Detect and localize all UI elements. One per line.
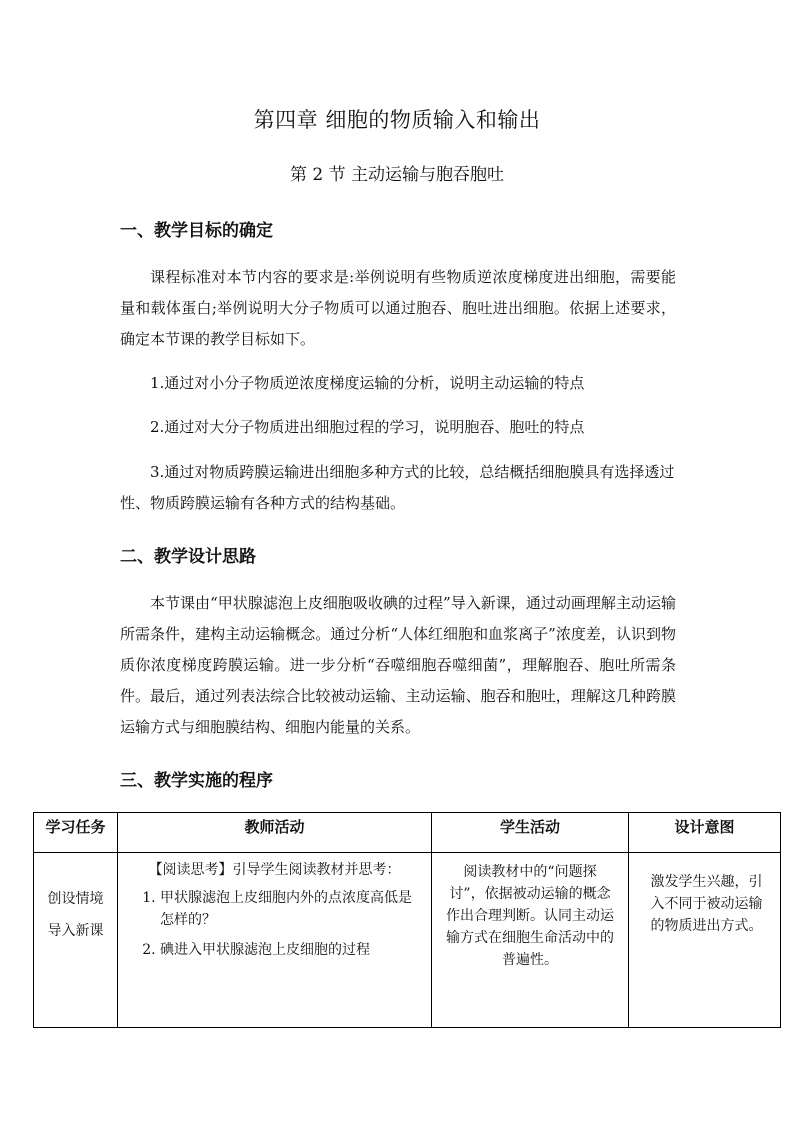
chapter-title: 第四章 细胞的物质输入和输出 bbox=[253, 108, 541, 132]
teacher-question-list bbox=[128, 887, 421, 961]
table-header-row bbox=[34, 813, 781, 853]
header-teacher-activity: 教师活动 bbox=[118, 813, 432, 853]
cell-teacher-activity bbox=[118, 853, 432, 1028]
goal-item-2: 2.通过对大分子物质进出细胞过程的学习，说明胞吞、胞吐的特点 bbox=[150, 418, 585, 436]
header-student-activity: 学生活动 bbox=[432, 813, 629, 853]
goal-item-3: 3.通过对物质跨膜运输进出细胞多种方式的比较，总结概括细胞膜具有选择透过性、物质跨膜运输有各种方式的结构基础。 bbox=[120, 463, 675, 512]
cell-student-activity: 阅读教材中的“问题探讨”，依据被动运输的概念作出合理判断。认同主动运输方式在细胞生命活动中的普遍性。 bbox=[432, 853, 629, 1028]
heading-teaching-goals: 一、教学目标的确定 bbox=[120, 221, 273, 241]
cell-design-intent: 激发学生兴趣，引入不同于被动运输的物质进出方式。 bbox=[629, 853, 781, 1028]
section-title: 第 2 节 主动运输与胞吞胞吐 bbox=[289, 165, 505, 185]
paragraph-design-ideas: 本节课由“甲状腺滤泡上皮细胞吸收碘的过程”导入新课，通过动画理解主动运输所需条件，建构主动运输概念。通过分析“人体红细胞和血浆离子”浓度差，认识到物质你浓度梯度跨膜运输。进一步分析“吞噬细胞吞噬细菌”，理解胞吞、胞吐所需条件。最后，通过列表法综合比较被动运输、主动运输、胞吞和胞吐，理解这几种跨膜运输方式与细胞膜结构、细胞内能量的关系。 bbox=[120, 594, 676, 736]
paragraph-curriculum-requirements: 课程标准对本节内容的要求是:举例说明有些物质逆浓度梯度进出细胞，需要能量和载体蛋白;举例说明大分子物质可以通过胞吞、胞吐进出细胞。依据上述要求，确定本节课的教学目标如下。 bbox=[120, 268, 676, 348]
task-line-1: 创设情境 bbox=[47, 891, 104, 907]
heading-design-ideas: 二、教学设计思路 bbox=[120, 547, 256, 567]
table-row bbox=[34, 853, 781, 1028]
teacher-lead: 【阅读思考】引导学生阅读教材并思考： bbox=[148, 862, 401, 878]
teacher-question-item: 2. 碘进入甲状腺滤泡上皮细胞的过程 bbox=[160, 939, 421, 961]
task-line-2: 导入新课 bbox=[47, 923, 104, 939]
heading-implementation: 三、教学实施的程序 bbox=[120, 771, 273, 791]
cell-learning-task bbox=[34, 853, 118, 1028]
header-design-intent: 设计意图 bbox=[629, 813, 781, 853]
header-learning-task: 学习任务 bbox=[34, 813, 118, 853]
procedure-table bbox=[33, 812, 781, 1028]
goal-item-1: 1.通过对小分子物质逆浓度梯度运输的分析，说明主动运输的特点 bbox=[150, 374, 585, 392]
teacher-question-item: 1. 甲状腺滤泡上皮细胞内外的点浓度高低是怎样的？ bbox=[160, 887, 421, 931]
